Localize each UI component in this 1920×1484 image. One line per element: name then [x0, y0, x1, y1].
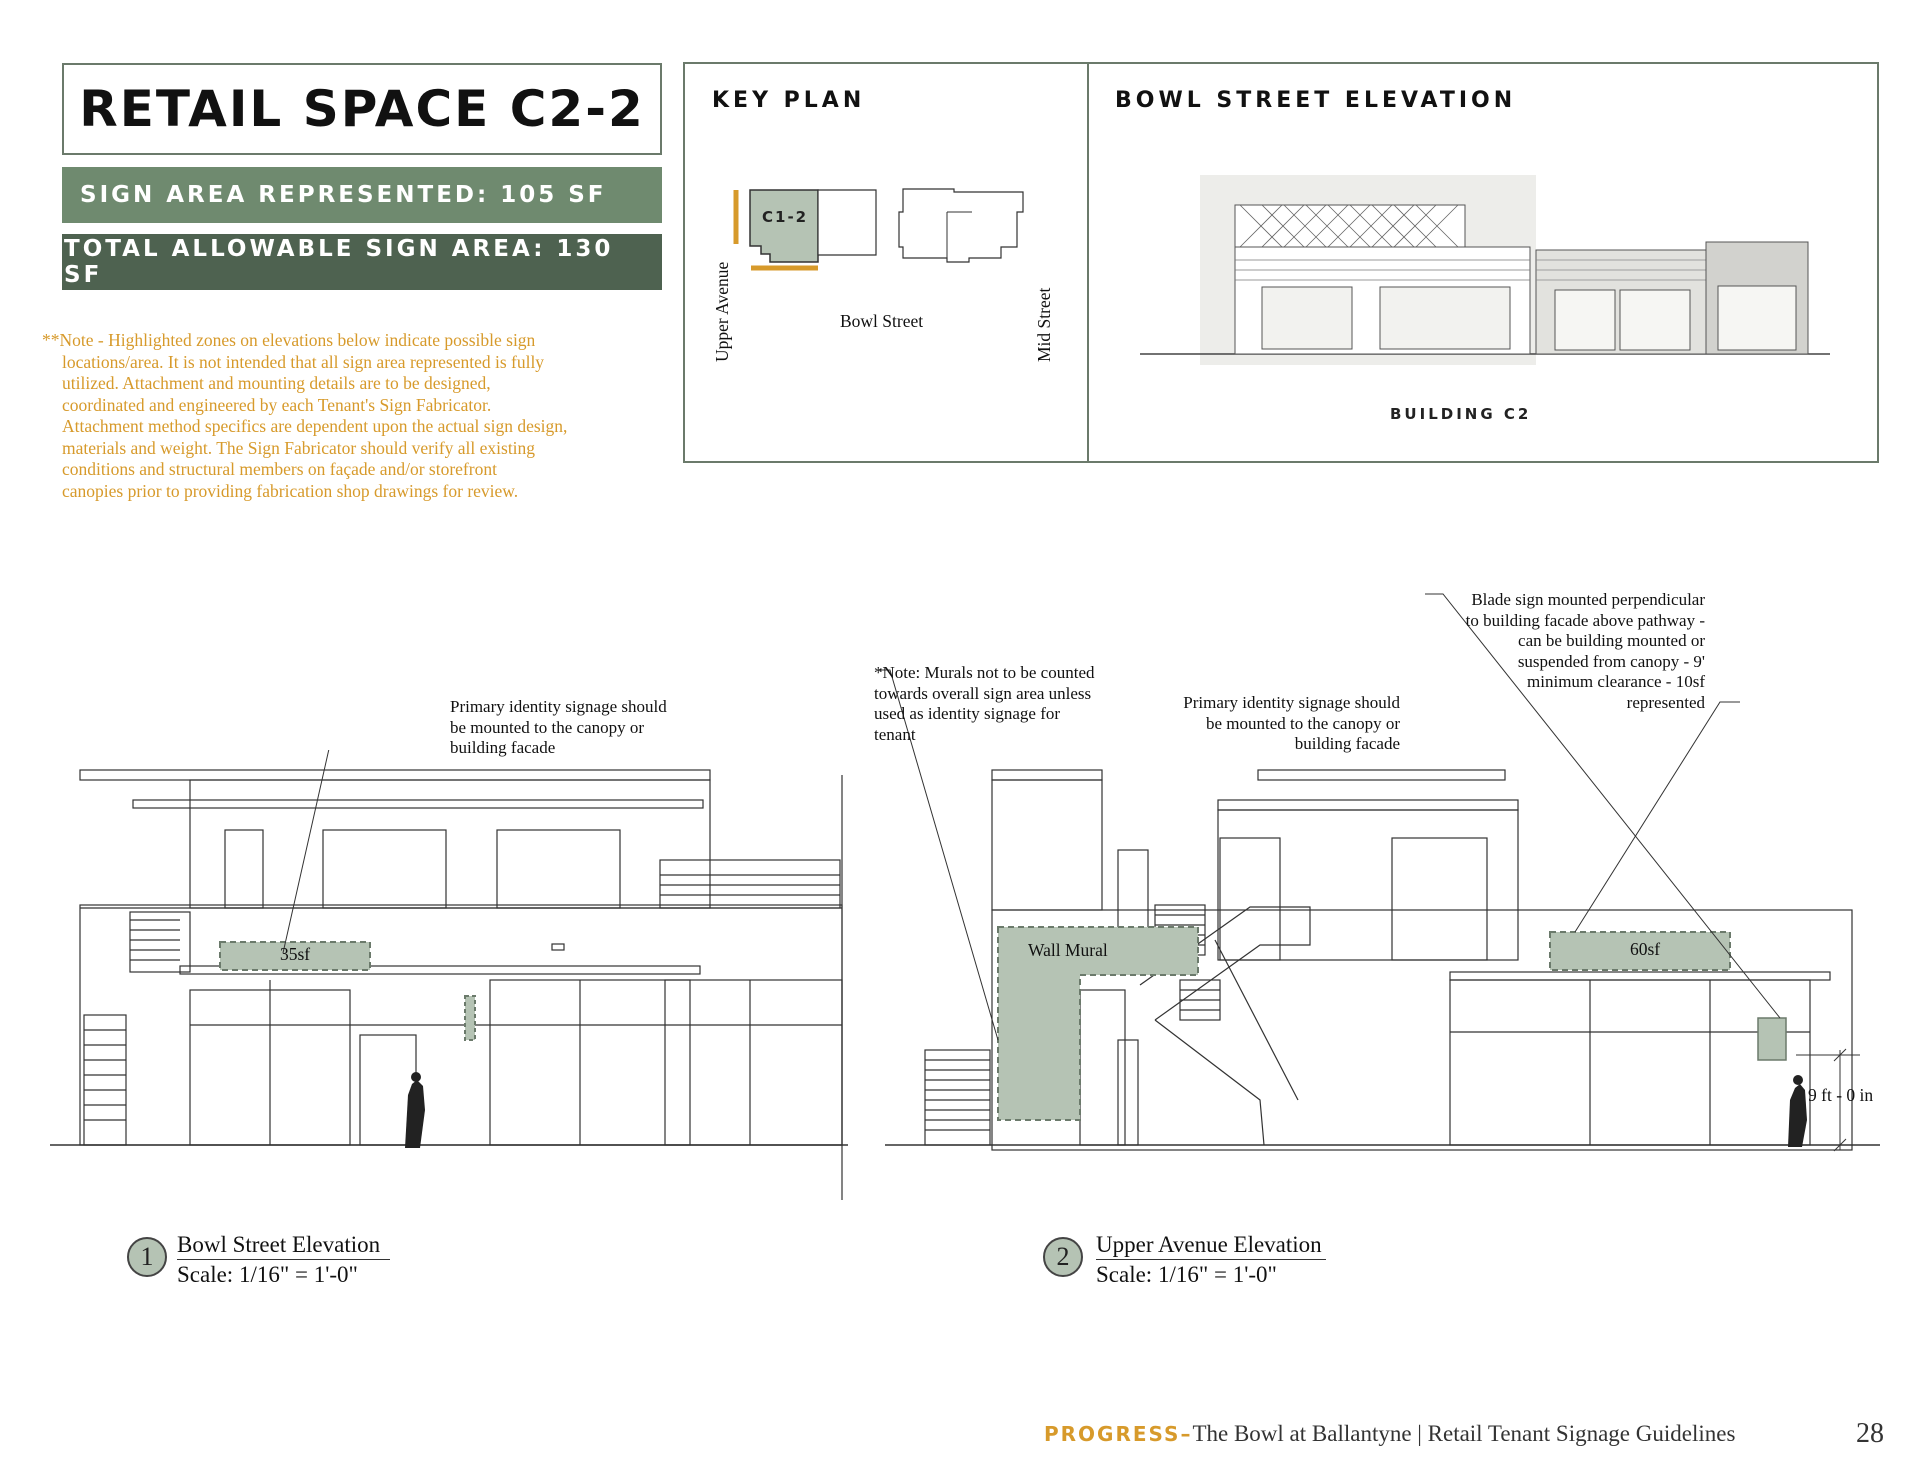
elevation-2-number: 2	[1043, 1237, 1083, 1277]
total-allowable-sign-area: TOTAL ALLOWABLE SIGN AREA: 130 SF	[62, 234, 662, 290]
street-label-mid-street: Mid Street	[1034, 287, 1054, 362]
elevation-1-title: Bowl Street Elevation	[177, 1231, 390, 1260]
note-line: minimum clearance - 10sf	[1527, 672, 1705, 691]
callout-line: building facade	[450, 738, 556, 757]
callout-line: building facade	[1294, 734, 1400, 753]
note-line: conditions and structural members on façade and/or storefront	[62, 459, 497, 479]
note-line: *Note: Murals not to be counted	[874, 663, 1095, 682]
note-line: Attachment method specifics are dependent upon the actual sign design,	[62, 416, 568, 436]
note-line: tenant	[874, 724, 916, 744]
title-box	[62, 63, 662, 155]
note-line: locations/area. It is not intended that all sign area represented is fully	[62, 351, 545, 372]
callout-line: Primary identity signage should	[450, 697, 667, 716]
footer-text: The Bowl at Ballantyne | Retail Tenant Signage Guidelines	[1192, 1421, 1736, 1446]
blade-sign-zone	[465, 996, 475, 1040]
clearance-label: 9 ft - 0 in	[1808, 1085, 1874, 1105]
mural-note	[874, 663, 1095, 745]
key-plan-drawing	[683, 62, 1087, 463]
building-caption: BUILDING C2	[1390, 405, 1532, 423]
adjacent-building	[818, 190, 876, 255]
bowl-street-elevation-drawing	[40, 750, 860, 1210]
note-line: canopies prior to providing fabrication shop drawings for review.	[62, 480, 519, 501]
note-line: used as identity signage for	[874, 704, 1061, 723]
sign-zone-label-35sf: 35sf	[280, 944, 311, 964]
person-silhouette	[405, 1080, 425, 1148]
blade-sign-zone	[1758, 1018, 1786, 1060]
person-silhouette	[1788, 1084, 1807, 1147]
note-line: materials and weight. The Sign Fabricator should verify all existing	[62, 437, 536, 458]
street-label-upper-avenue: Upper Avenue	[712, 261, 732, 362]
page-number: 28	[1856, 1418, 1884, 1449]
elevation-2-scale: Scale: 1/16" = 1'-0"	[1096, 1262, 1277, 1287]
note-line: Blade sign mounted perpendicular	[1471, 590, 1705, 609]
bowl-street-elevation-title: BOWL STREET ELEVATION	[1115, 88, 1517, 113]
sign-zone-label-60sf: 60sf	[1630, 939, 1661, 959]
footer-brand: PROGRESS–	[1044, 1422, 1193, 1446]
note-line: utilized. Attachment and mounting details are to be designed,	[62, 373, 491, 393]
note-line: can be building mounted or	[1518, 631, 1705, 650]
elevation-2-title: Upper Avenue Elevation	[1096, 1231, 1326, 1260]
panel-divider	[1087, 62, 1089, 463]
note-line: to building facade above pathway -	[1465, 610, 1705, 630]
street-label-bowl-street: Bowl Street	[840, 311, 924, 331]
elevation-1-callout	[450, 697, 667, 759]
callout-line: Primary identity signage should	[1183, 693, 1400, 712]
elevation-1-scale: Scale: 1/16" = 1'-0"	[177, 1262, 358, 1287]
sign-area-represented: SIGN AREA REPRESENTED: 105 SF	[62, 167, 662, 223]
note-line: represented	[1626, 692, 1705, 712]
space-c1-2	[750, 190, 818, 262]
elevation-2-callout	[1100, 693, 1400, 755]
callout-line: be mounted to the canopy or	[450, 717, 645, 737]
key-plan-space-label: C1-2	[762, 208, 809, 226]
callout-line: be mounted to the canopy or	[1205, 713, 1400, 733]
second-building	[899, 189, 1023, 262]
building-c2-elevation-thumbnail	[1090, 160, 1850, 380]
footer	[1044, 1421, 1735, 1447]
elevation-1-number: 1	[127, 1237, 167, 1277]
page-title: RETAIL SPACE C2-2	[79, 80, 645, 138]
note-line: coordinated and engineered by each Tenant's Sign Fabricator.	[62, 394, 492, 415]
callout-leader-2	[1575, 702, 1740, 932]
fabrication-note	[42, 330, 662, 502]
key-plan-title: KEY PLAN	[712, 88, 866, 113]
note-line: **Note - Highlighted zones on elevations below indicate possible sign	[42, 330, 536, 350]
wall-mural-label: Wall Mural	[1028, 940, 1108, 960]
blade-sign-note	[1370, 590, 1705, 713]
note-line: suspended from canopy - 9'	[1517, 651, 1705, 671]
note-line: towards overall sign area unless	[874, 683, 1092, 703]
